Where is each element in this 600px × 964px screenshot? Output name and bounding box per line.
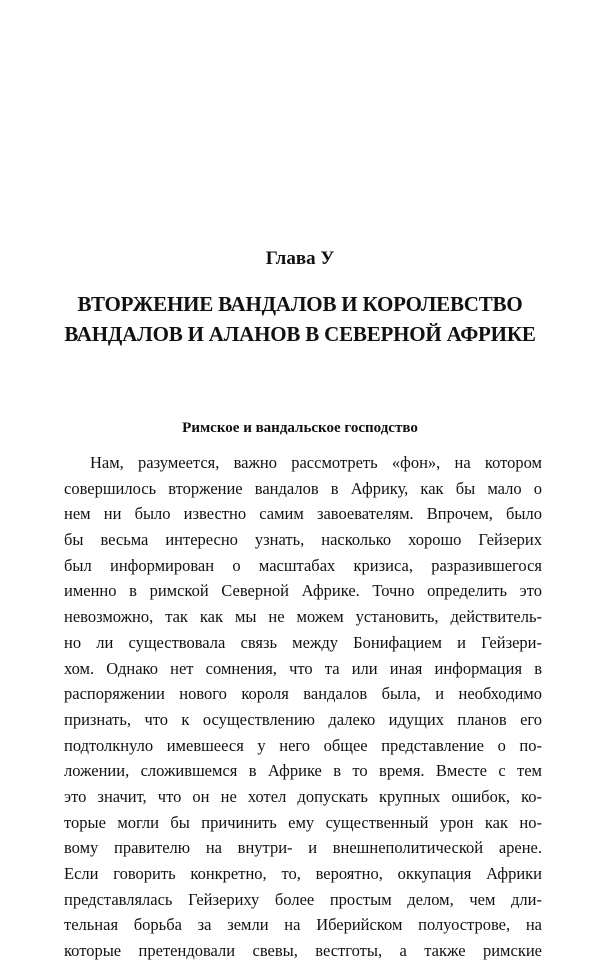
- text-line: хом. Однако нет сомнения, что та или иная информация в: [64, 658, 542, 678]
- body-paragraph: [64, 450, 542, 964]
- text-line: которые претендовали свевы, вестготы, а также римские: [64, 941, 542, 961]
- text-line: был информирован о масштабах кризиса, разразившегося: [64, 555, 542, 575]
- text-line: но ли существовала связь между Бонифацием и Гейзери-: [64, 632, 542, 652]
- text-line: это значит, что он не хотел допускать крупных ошибок, ко-: [64, 786, 542, 806]
- text-line: бы весьма интересно узнать, насколько хорошо Гейзерих: [64, 530, 542, 550]
- text-line: именно в римской Северной Африке. Точно определить это: [64, 581, 542, 601]
- text-line: Нам, разумеется, важно рассмотреть «фон», на котором: [90, 453, 542, 472]
- text-line: подтолкнуло имевшееся у него общее представление о по-: [64, 735, 542, 755]
- text-line: представлялась Гейзериху более простым делом, чем дли-: [64, 889, 542, 909]
- chapter-title: [40, 289, 560, 349]
- text-line: ложении, сложившемся в Африке в то время. Вместе с тем: [64, 761, 542, 781]
- text-line: невозможно, так как мы не можем установить, действитель-: [64, 607, 542, 627]
- text-line: нем ни было известно самим завоевателям. Впрочем, было: [64, 504, 542, 524]
- text-line: торые могли бы причинить ему существенный урон как но-: [64, 812, 542, 832]
- chapter-title-line-2: ВАНДАЛОВ И АЛАНОВ В СЕВЕРНОЙ АФРИКЕ: [64, 322, 536, 346]
- chapter-title-line-1: ВТОРЖЕНИЕ ВАНДАЛОВ И КОРОЛЕВСТВО: [77, 292, 523, 316]
- chapter-label: Глава У: [265, 248, 335, 269]
- section-title: Римское и вандальское господство: [182, 420, 418, 436]
- text-line: Если говорить конкретно, то, вероятно, оккупация Африки: [64, 864, 542, 883]
- text-line: признать, что к осуществлению далеко идущих планов его: [64, 709, 542, 729]
- text-line: распоряжении нового короля вандалов была, и необходимо: [64, 684, 542, 704]
- text-line: тельная борьба за земли на Иберийском полуострове, на: [64, 915, 542, 935]
- text-line: вому правителю на внутри- и внешнеполитической арене.: [64, 838, 542, 858]
- text-line: совершилось вторжение вандалов в Африку, как бы мало о: [64, 478, 542, 498]
